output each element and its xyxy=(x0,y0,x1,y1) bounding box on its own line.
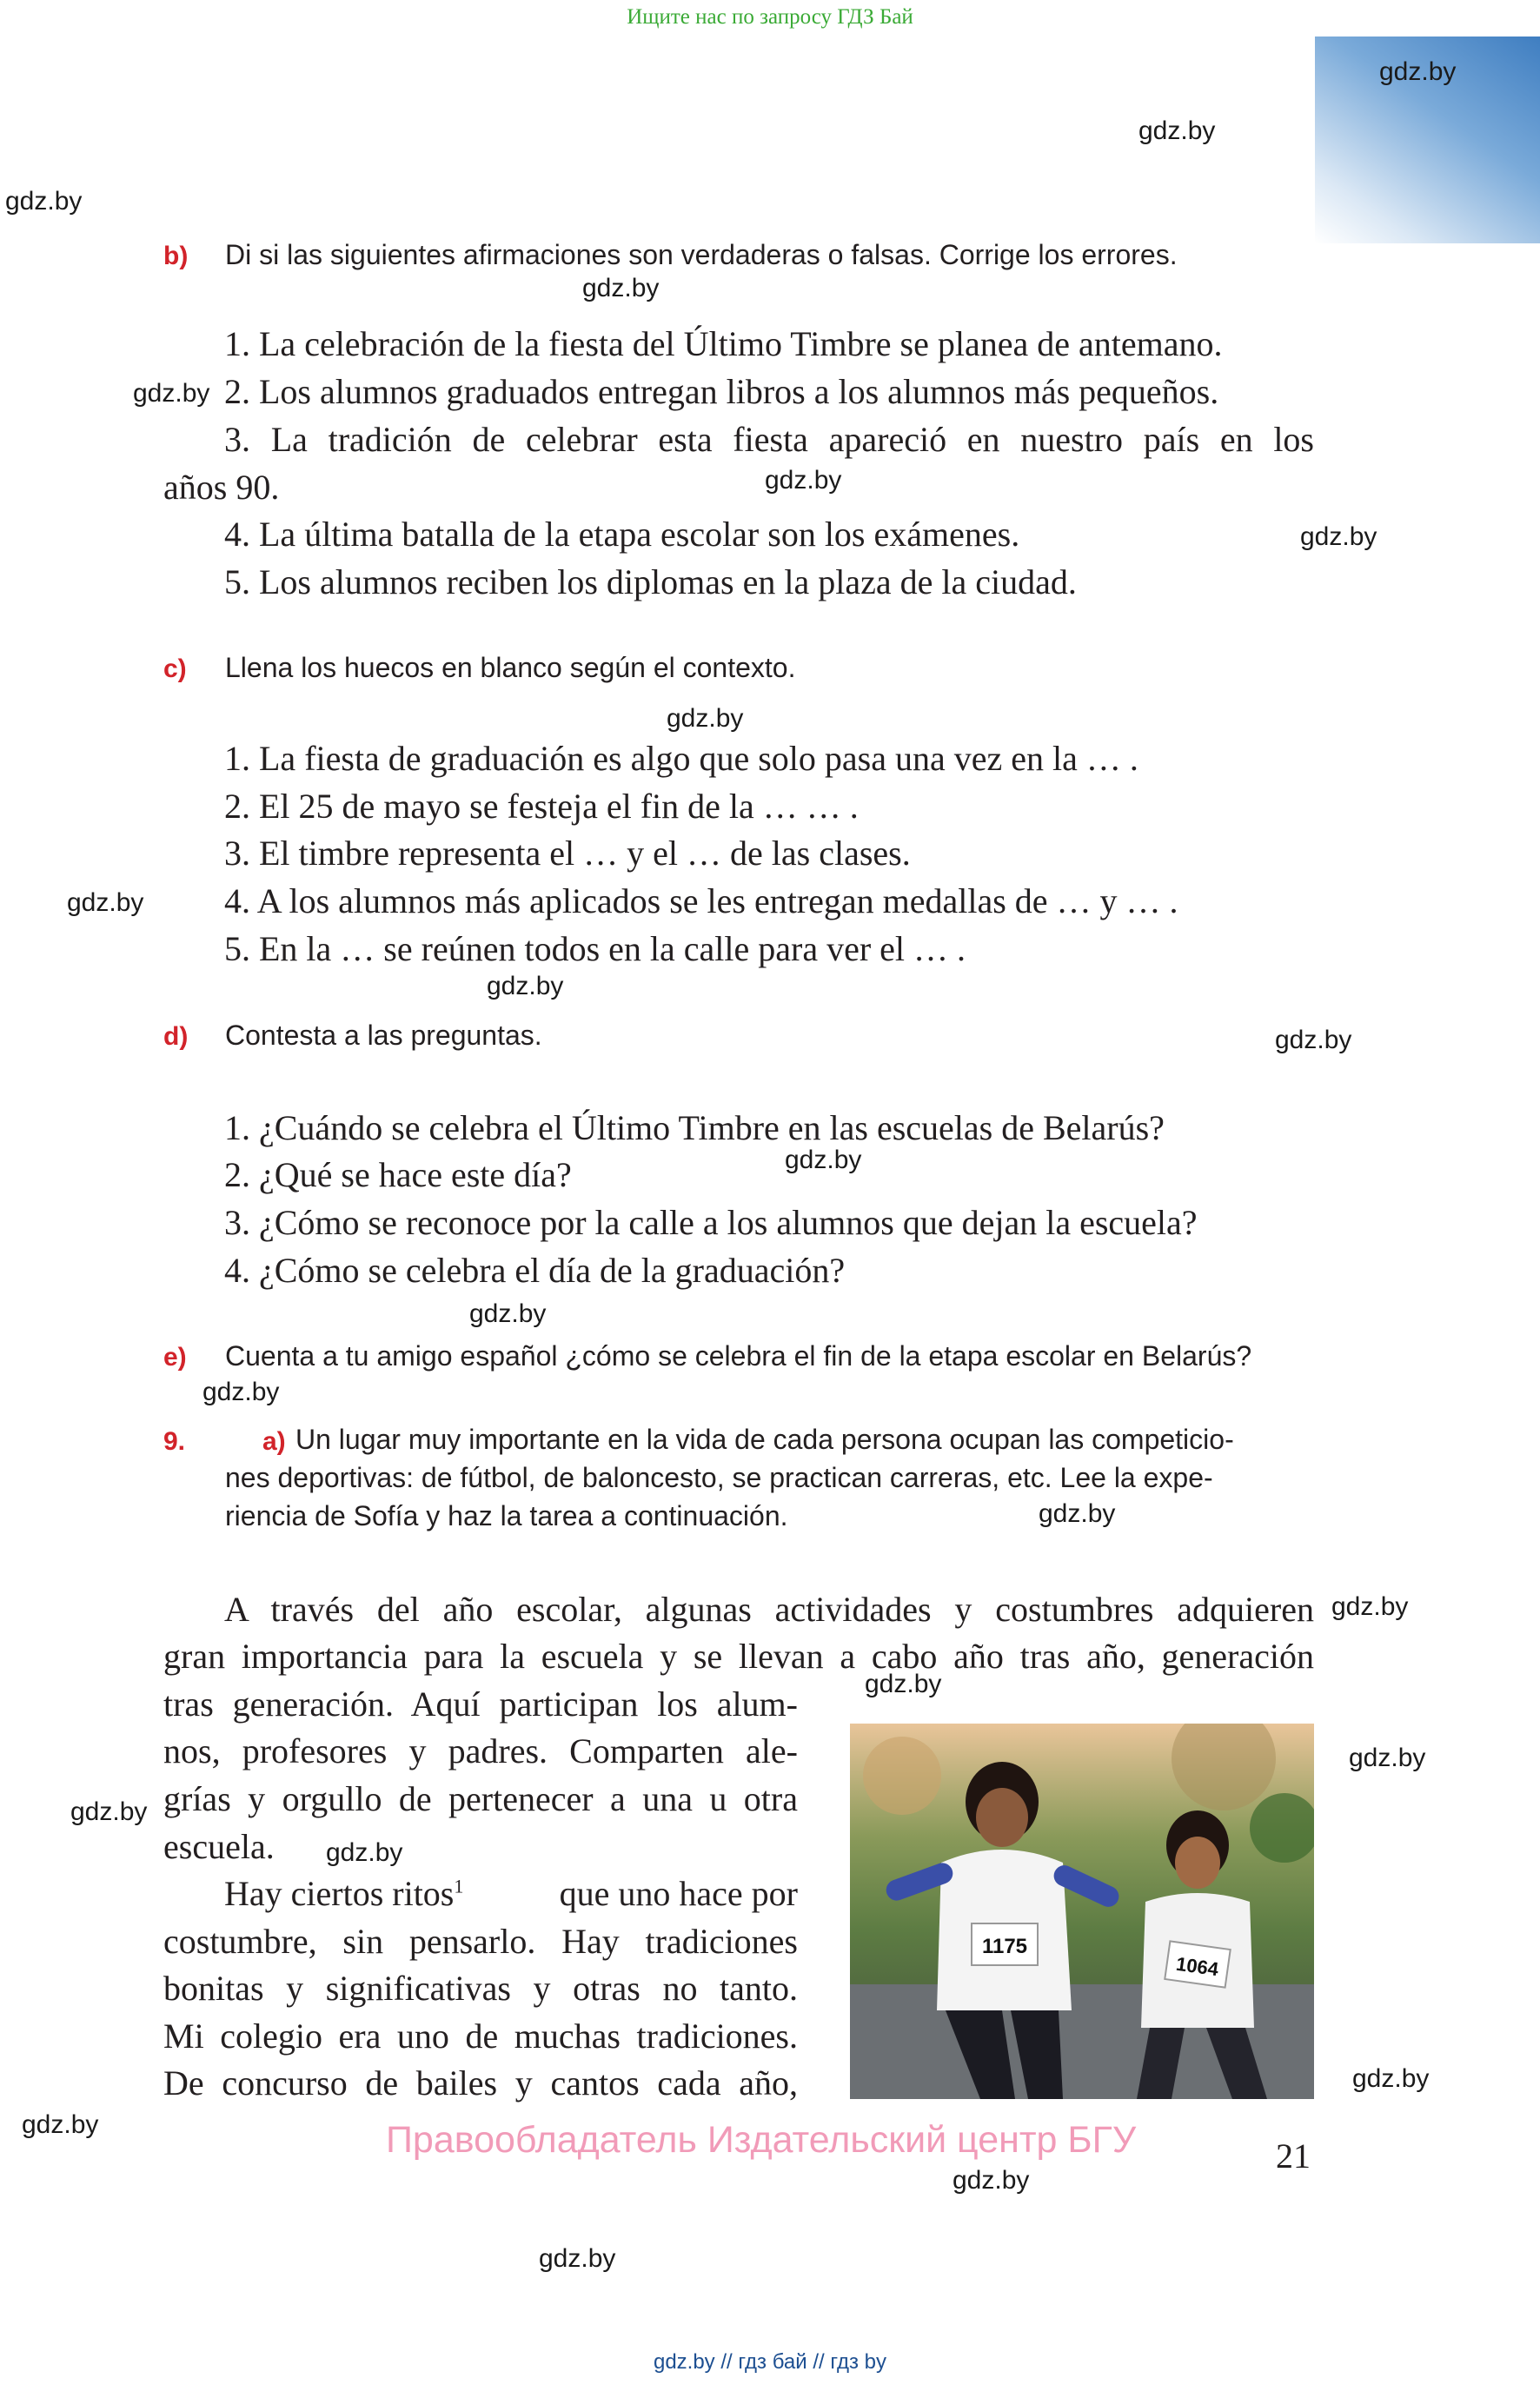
task-b-item: 4. La última batalla de la etapa escolar son los exámenes. xyxy=(224,515,1020,554)
watermark: gdz.by xyxy=(70,1797,148,1826)
task-d-item: 1. ¿Cuándo se celebra el Último Timbre en las escuelas de Belarús? xyxy=(224,1108,1165,1147)
reading-line: Mi colegio era uno de muchas tradiciones. xyxy=(163,2016,798,2056)
watermark: gdz.by xyxy=(469,1299,547,1328)
watermark: gdz.by xyxy=(22,2110,99,2139)
watermark: gdz.by xyxy=(785,1146,862,1174)
task-b-item-continuation: años 90. xyxy=(163,468,280,507)
task-9-number: 9. xyxy=(163,1427,186,1456)
watermark: gdz.by xyxy=(133,379,210,408)
reading-line: tras generación. Aquí participan los alum- xyxy=(163,1684,798,1724)
watermark: gdz.by xyxy=(667,704,744,733)
reading-line: gran importancia para la escuela y se llevan a cabo año tras año, generación xyxy=(163,1637,1314,1676)
task-b-instruction: Di si las siguientes afirmaciones son verdaderas o falsas. Corrige los errores. xyxy=(225,239,1178,270)
task-d-instruction: Contesta a las preguntas. xyxy=(225,1020,542,1051)
page-number: 21 xyxy=(1276,2136,1311,2176)
task-c-item: 2. El 25 de mayo se festeja el fin de la … … . xyxy=(224,787,859,826)
task-e-label: e) xyxy=(163,1343,187,1372)
reading-line: A través del año escolar, algunas actividades y costumbres adquieren xyxy=(224,1590,1314,1629)
reading-line: grías y orgullo de pertenecer a una u otra xyxy=(163,1779,798,1818)
task-b-item: 2. Los alumnos graduados entregan libros a los alumnos más pequeños. xyxy=(224,372,1219,411)
task-e-instruction: Cuenta a tu amigo español ¿cómo se celebra el fin de la etapa escolar en Belarús? xyxy=(225,1340,1252,1372)
watermark: gdz.by xyxy=(5,187,83,216)
task-b-label: b) xyxy=(163,242,189,270)
task-c-instruction: Llena los huecos en blanco según el contexto. xyxy=(225,652,796,683)
watermark: gdz.by xyxy=(1300,522,1377,551)
task-9-text-line: Un lugar muy importante en la vida de cada persona ocupan las competicio- xyxy=(295,1424,1234,1455)
task-b-item: 5. Los alumnos reciben los diplomas en la plaza de la ciudad. xyxy=(224,562,1077,601)
bib-number: 1175 xyxy=(981,1935,1028,1958)
reading-line: costumbre, sin pensarlo. Hay tradiciones xyxy=(163,1922,798,1961)
watermark: gdz.by xyxy=(953,2166,1030,2195)
task-c-label: c) xyxy=(163,654,187,683)
reading-line-end: que uno hace por xyxy=(559,1874,798,1913)
watermark: gdz.by xyxy=(326,1838,403,1867)
photo-illustration xyxy=(850,1724,1314,2099)
task-9-text-line: riencia de Sofía y haz la tarea a continuación. xyxy=(225,1500,788,1531)
watermark: gdz.by xyxy=(487,972,564,1000)
footnote-mark: 1 xyxy=(454,1875,464,1897)
watermark: gdz.by xyxy=(67,888,144,917)
task-c-item: 3. El timbre representa el … y el … de las clases. xyxy=(224,834,911,873)
bib-number: 1064 xyxy=(1174,1952,1220,1981)
task-d-item: 2. ¿Qué se hace este día? xyxy=(224,1155,572,1194)
task-c-item: 5. En la … se reúnen todos en la calle para ver el … . xyxy=(224,929,966,968)
watermark: gdz.by xyxy=(865,1670,942,1698)
task-b-item: 3. La tradición de celebrar esta fiesta apareció en nuestro país en los xyxy=(224,420,1314,459)
watermark: gdz.by xyxy=(582,274,660,302)
task-b-item: 1. La celebración de la fiesta del Último Timbre se planea de antemano. xyxy=(224,324,1223,363)
watermark: gdz.by xyxy=(1331,1592,1409,1621)
reading-line: bonitas y significativas y otras no tanto. xyxy=(163,1969,798,2008)
watermark: gdz.by xyxy=(1379,57,1457,86)
task-d-item: 4. ¿Cómo se celebra el día de la graduación? xyxy=(224,1251,846,1290)
footer: gdz.by // гдз бай // гдз by xyxy=(653,2350,887,2374)
copyright-owner: Правообладатель Издательский центр БГУ xyxy=(386,2119,1137,2161)
reading-line-start: Hay ciertos ritos xyxy=(224,1874,455,1913)
reading-line: De concurso de bailes y cantos cada año, xyxy=(163,2063,798,2103)
watermark: gdz.by xyxy=(1349,1744,1426,1772)
watermark: gdz.by xyxy=(1039,1499,1116,1528)
reading-line: escuela. xyxy=(163,1827,275,1866)
task-c-item: 1. La fiesta de graduación es algo que solo pasa una vez en la … . xyxy=(224,739,1138,778)
task-c-item: 4. A los alumnos más aplicados se les entregan medallas de … y … . xyxy=(224,881,1178,920)
top-note: Ищите нас по запросу ГДЗ Бай xyxy=(627,5,913,29)
watermark: gdz.by xyxy=(1138,116,1216,145)
task-9-label: a) xyxy=(262,1427,286,1456)
task-d-item: 3. ¿Cómo se reconoce por la calle a los alumnos que dejan la escuela? xyxy=(224,1203,1198,1242)
watermark: gdz.by xyxy=(202,1378,280,1406)
watermark: gdz.by xyxy=(1275,1026,1352,1054)
reading-line: nos, profesores y padres. Comparten ale- xyxy=(163,1731,798,1770)
task-9-text-line: nes deportivas: de fútbol, de baloncesto, se practican carreras, etc. Lee la expe- xyxy=(225,1462,1213,1493)
reading-line xyxy=(224,1873,463,1914)
watermark: gdz.by xyxy=(765,466,842,495)
watermark: gdz.by xyxy=(1352,2064,1430,2093)
watermark: gdz.by xyxy=(539,2244,616,2273)
task-d-label: d) xyxy=(163,1022,189,1051)
photo-children-running xyxy=(850,1724,1314,2099)
